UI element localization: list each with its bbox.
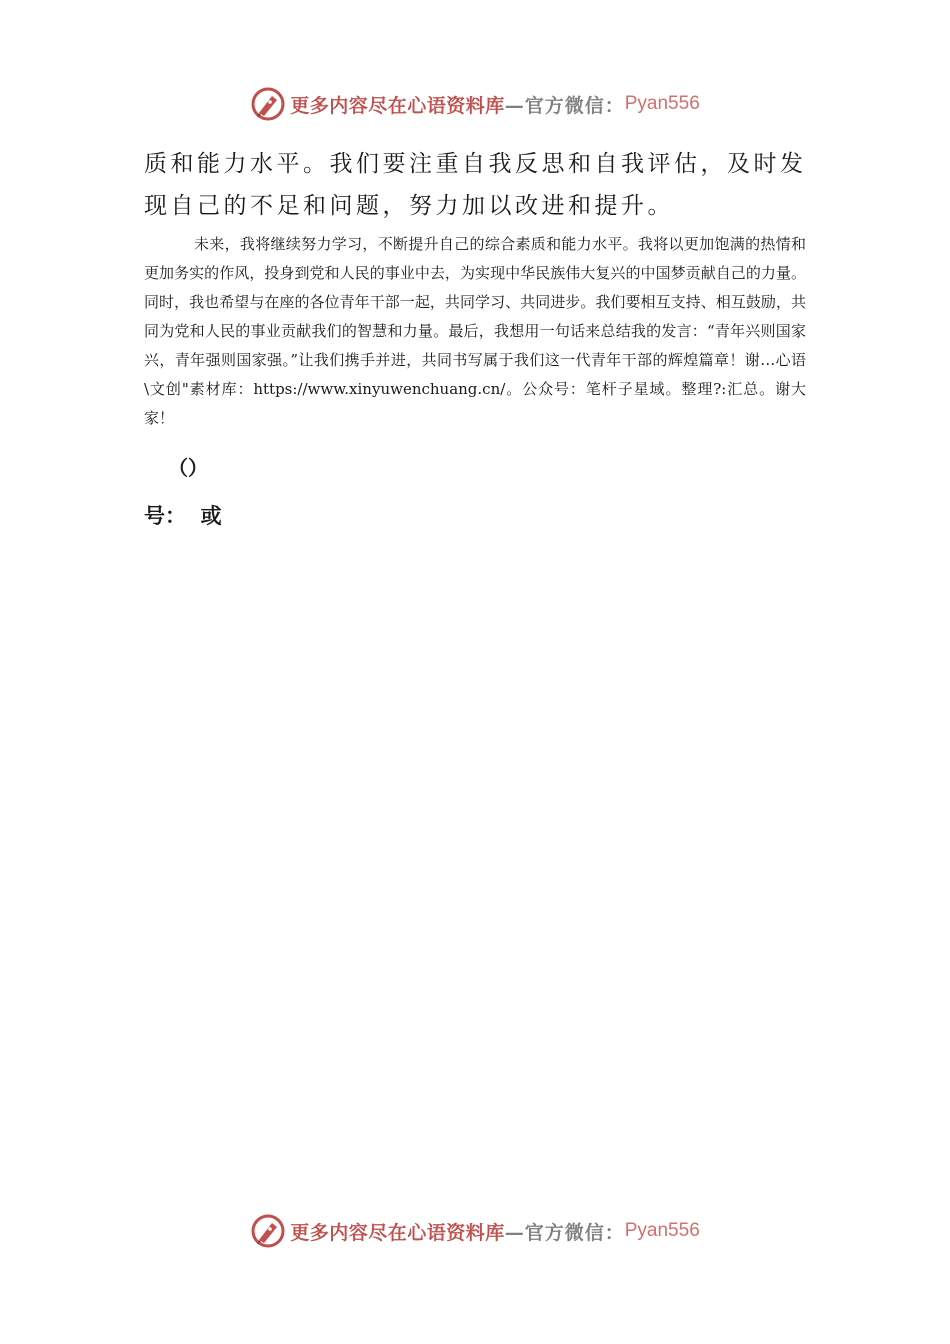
header-wechat-id: Pyan556 [624,93,700,114]
hao-line: 号： 或 [144,503,222,528]
header-banner [0,84,950,124]
header-dash-text: —官方微信： [504,94,625,117]
body-paragraph: 未来，我将继续努力学习，不断提升自己的综合素质和能力水平。我将以更加饱满的热情和更加务实的作风，投身到党和人民的事业中去，为实现中华民族伟大复兴的中国梦贡献自己的力量。同时，我也希望与在座的各位青年干部一起，共同学习、共同进步。我们要相互支持、相互鼓励，共同为党和人民的事业贡献我们的智慧和力量。最后，我想用一句话来总结我的发言：“青年兴则国家兴，青年强则国家强。”让我们携手并进，共同书写属于我们这一代青年干部的辉煌篇章！谢…心语\文创"素材库：https://www.xinyuwenchuang.cn/。公众号：笔杆子星域。整理?:汇总。谢大家！ [144,235,806,427]
empty-parentheses: （） [168,456,208,480]
footer-banner [0,1211,950,1251]
body-large-line-1: 质和能力水平。我们要注重自我反思和自我评估，及时发 [144,151,807,177]
footer-brand-text: 更多内容尽在心语资料库 [290,1221,505,1244]
pen-nib-logo-icon [250,1213,286,1249]
body-large-line-2: 现自己的不足和问题，努力加以改进和提升。 [144,193,674,219]
header-brand-text: 更多内容尽在心语资料库 [290,94,505,117]
footer-wechat-id: Pyan556 [624,1220,700,1241]
footer-dash-text: —官方微信： [504,1221,625,1244]
pen-nib-logo-icon [250,86,286,122]
